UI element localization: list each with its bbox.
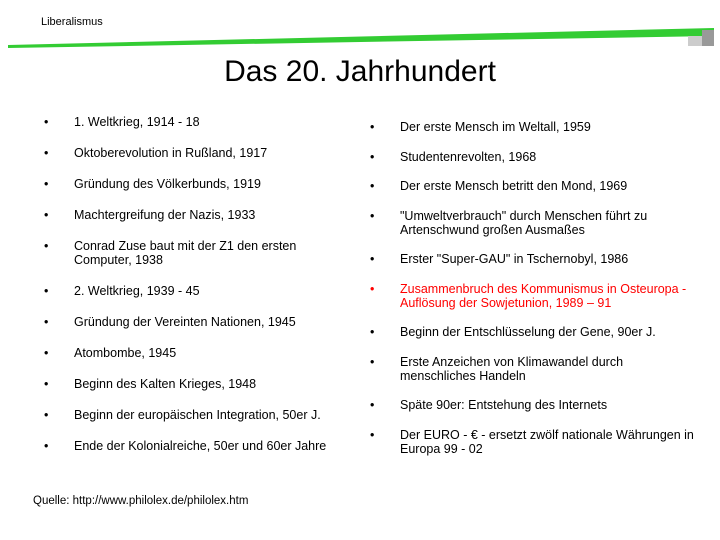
list-item: • Machtergreifung der Nazis, 1933 <box>44 208 334 222</box>
list-item: • Ende der Kolonialreiche, 50er und 60er Jahre <box>44 439 334 453</box>
list-item: • "Umweltverbrauch" durch Menschen führt zu Artenschwund großen Ausmaßes <box>370 209 700 237</box>
list-item: • Gründung der Vereinten Nationen, 1945 <box>44 315 334 329</box>
list-item: • Oktoberevolution in Rußland, 1917 <box>44 146 334 160</box>
list-item: • Erste Anzeichen von Klimawandel durch menschliches Handeln <box>370 355 700 383</box>
header-swoosh-bar <box>8 28 714 48</box>
left-bullet-list <box>44 115 334 470</box>
source-citation: Quelle: http://www.philolex.de/philolex.htm <box>33 495 249 507</box>
slide-title: Das 20. Jahrhundert <box>224 55 496 88</box>
list-item-highlighted: • Zusammenbruch des Kommunismus in Osteuropa - Auflösung der Sowjetunion, 1989 – 91 <box>370 282 700 310</box>
list-item: • Beginn des Kalten Krieges, 1948 <box>44 377 334 391</box>
list-item: • Atombombe, 1945 <box>44 346 334 360</box>
list-item: • Der EURO - € - ersetzt zwölf nationale Währungen in Europa 99 - 02 <box>370 428 700 456</box>
list-item: • Der erste Mensch im Weltall, 1959 <box>370 120 700 134</box>
list-item: • Studentenrevolten, 1968 <box>370 150 700 164</box>
list-item: • Beginn der Entschlüsselung der Gene, 90er J. <box>370 325 700 339</box>
list-item: • 1. Weltkrieg, 1914 - 18 <box>44 115 334 129</box>
list-item: • Erster "Super-GAU" in Tschernobyl, 1986 <box>370 252 700 266</box>
right-bullet-list <box>370 120 700 471</box>
list-item: • Gründung des Völkerbunds, 1919 <box>44 177 334 191</box>
header-label: Liberalismus <box>41 16 103 28</box>
list-item: • Conrad Zuse baut mit der Z1 den ersten Computer, 1938 <box>44 239 334 267</box>
list-item: • Späte 90er: Entstehung des Internets <box>370 398 700 412</box>
list-item: • 2. Weltkrieg, 1939 - 45 <box>44 284 334 298</box>
list-item: • Beginn der europäischen Integration, 50er J. <box>44 408 334 422</box>
list-item: • Der erste Mensch betritt den Mond, 1969 <box>370 179 700 193</box>
